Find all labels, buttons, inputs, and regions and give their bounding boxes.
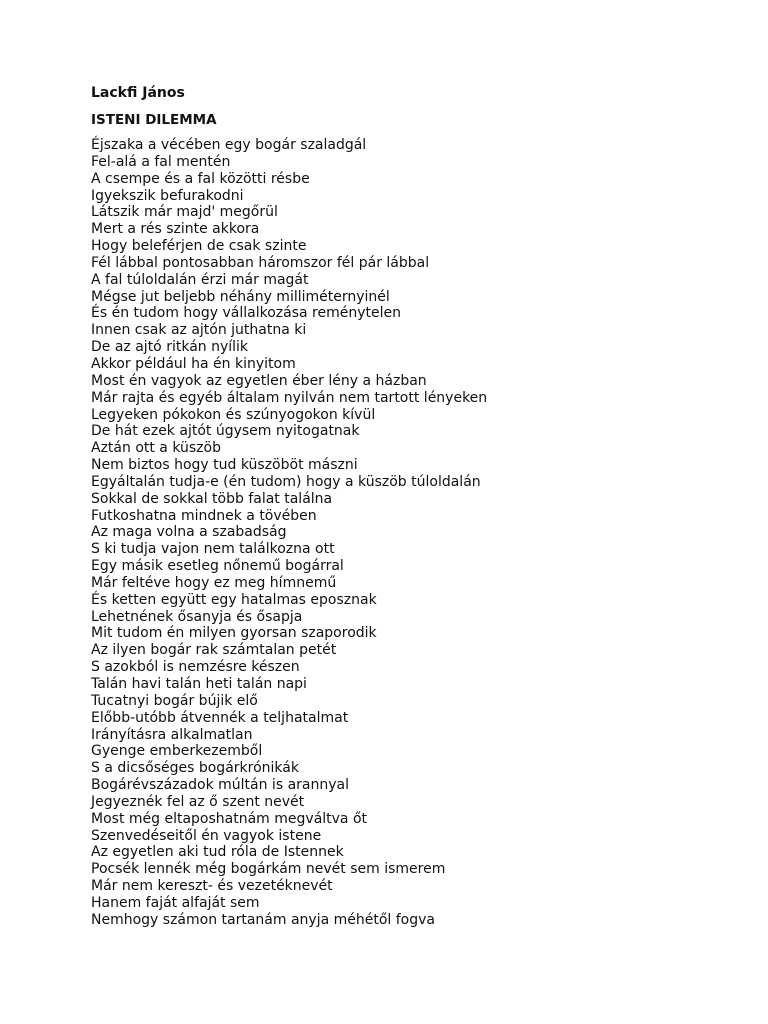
poem-line: Már feltéve hogy ez meg hímnemű xyxy=(91,574,337,591)
poem-line: Nemhogy számon tartanám anyja méhétől fogva xyxy=(91,911,435,928)
poem-body xyxy=(91,137,731,929)
poem-line: De az ajtó ritkán nyílik xyxy=(91,339,249,356)
poem-line: A csempe és a fal közötti résbe xyxy=(91,170,310,187)
poem-line: S azokból is nemzésre készen xyxy=(91,659,300,676)
poem-line: Lehetnének ősanyja és ősapja xyxy=(91,608,303,625)
poem-line: Nem biztos hogy tud küszöböt mászni xyxy=(91,457,358,474)
poem-line: Hanem faját alfaját sem xyxy=(91,894,260,911)
poem-line: Már nem kereszt- és vezetéknevét xyxy=(91,878,333,895)
poem-line: A fal túloldalán érzi már magát xyxy=(91,271,309,288)
poem-line: Tucatnyi bogár bújik elő xyxy=(91,692,258,709)
poem-line: Most én vagyok az egyetlen éber lény a házban xyxy=(91,372,427,389)
poem-line: Egyáltalán tudja-e (én tudom) hogy a küszöb túloldalán xyxy=(91,473,481,490)
poem-line: Pocsék lennék még bogárkám nevét sem ismerem xyxy=(91,861,446,878)
poem-line: Jegyeznék fel az ő szent nevét xyxy=(91,793,305,810)
poem-line: És ketten együtt egy hatalmas eposznak xyxy=(91,591,377,608)
poem-line: Futkoshatna mindnek a tövében xyxy=(91,507,317,524)
poem-line: Mégse jut beljebb néhány milliméternyinél xyxy=(91,288,390,305)
poem-line: Fél lábbal pontosabban háromszor fél pár lábbal xyxy=(91,254,430,271)
poem-line: Egy másik esetleg nőnemű bogárral xyxy=(91,558,344,575)
poem-line: Hogy beleférjen de csak szinte xyxy=(91,238,307,255)
poem-line: Innen csak az ajtón juthatna ki xyxy=(91,322,307,339)
poem-line: Legyeken pókokon és szúnyogokon kívül xyxy=(91,406,376,423)
poem-line: Most még eltaposhatnám megváltva őt xyxy=(91,810,368,827)
poem-line: Mert a rés szinte akkora xyxy=(91,221,260,238)
poem-line: Aztán ott a küszöb xyxy=(91,440,221,457)
poem-line: Bogárévszázadok múltán is arannyal xyxy=(91,777,349,794)
author-name: Lackfi János xyxy=(91,85,185,101)
poem-title: ISTENI DILEMMA xyxy=(91,112,217,128)
poem-line: Az egyetlen aki tud róla de Istennek xyxy=(91,844,344,861)
poem-line: Látszik már majd' megőrül xyxy=(91,204,278,221)
poem-line: Irányításra alkalmatlan xyxy=(91,726,253,743)
poem-line: S a dicsőséges bogárkrónikák xyxy=(91,760,299,777)
poem-line: Szenvedéseitől én vagyok istene xyxy=(91,827,322,844)
document-page xyxy=(91,84,731,929)
poem-line: Sokkal de sokkal több falat találna xyxy=(91,490,333,507)
poem-line: Talán havi talán heti talán napi xyxy=(91,676,307,692)
poem-line: Gyenge emberkezemből xyxy=(91,743,263,760)
poem-line: Mit tudom én milyen gyorsan szaporodik xyxy=(91,625,377,642)
poem-line: Éjszaka a vécében egy bogár szaladgál xyxy=(91,137,367,153)
poem-line: De hát ezek ajtót úgysem nyitogatnak xyxy=(91,423,360,440)
poem-line: És én tudom hogy vállalkozása reménytelen xyxy=(91,305,401,322)
poem-line: S ki tudja vajon nem találkozna ott xyxy=(91,541,335,558)
poem-line: Már rajta és egyéb általam nyilván nem tartott lényeken xyxy=(91,389,488,406)
poem-line: Az ilyen bogár rak számtalan petét xyxy=(91,642,337,659)
poem-line: Előbb-utóbb átvennék a teljhatalmat xyxy=(91,709,349,726)
poem-line: Akkor például ha én kinyitom xyxy=(91,355,296,372)
poem-line: Fel-alá a fal mentén xyxy=(91,153,231,170)
poem-line: Az maga volna a szabadság xyxy=(91,524,287,541)
poem-line: Igyekszik befurakodni xyxy=(91,187,244,204)
